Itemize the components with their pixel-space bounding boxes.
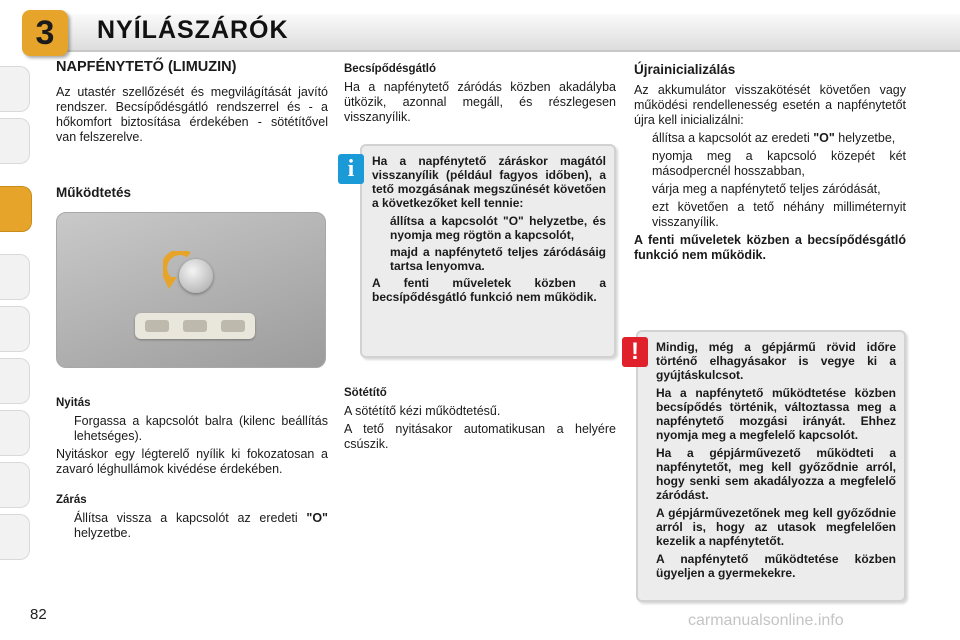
warning-p5: A napfénytető működtetése közben ügyeljen a gyermekekre. [656,552,896,580]
opening-title: Nyitás [56,397,91,409]
reinit-text: Az akkumulátor visszakötését követően vagy működési rendellenesség esetén a napfénytetőt újra kell inicializálni: [634,83,906,127]
info-intro: Ha a napfénytető záráskor magától visszanyílik (például fagyos időben), a tető mozgásának megszűnését követően a következőket kell tennie: [372,154,606,210]
chapter-badge [22,10,68,56]
warning-p1: Mindig, még a gépjármű rövid időre történő elhagyásakor is vegye ki a gyújtáskulcsot. [656,340,896,382]
opening-bullet: Forgassa a kapcsolót balra (kilenc beállítás lehetséges). [74,414,328,443]
ceiling-lamp [135,313,255,339]
operation-title: Működtetés [56,185,132,200]
watermark: carmanualsonline.info [688,612,844,629]
blind-text-2: A tető nyitásakor automatikusan a helyére csúszik. [344,422,616,451]
opening-text: Nyitáskor egy légterelő nyílik ki fokozatosan a zavaró léghullámok kivédése érdekében. [56,447,328,476]
reinit-note: A fenti műveletek közben a becsípődésgátló funkció nem működik. [634,233,906,262]
exclamation-icon: ! [622,337,648,367]
sunroof-knob [179,259,213,293]
side-tab-8[interactable] [0,462,30,508]
side-tab-1[interactable] [0,66,30,112]
side-tab-9[interactable] [0,514,30,560]
section-title: NAPFÉNYTETŐ (LIMUZIN) [56,59,237,75]
warning-p3: Ha a gépjárművezető működteti a napfénytetőt, meg kell győződnie arról, hogy senki sem akadályozza a megfelelő záródást. [656,446,896,502]
side-tab-4[interactable] [0,254,30,300]
page-number: 82 [30,606,47,623]
blind-section [344,386,616,455]
reinit-bullet-1: állítsa a kapcsolót az eredeti "O" helyzetbe, [652,131,896,145]
side-tab-2[interactable] [0,118,30,164]
middle-column [344,62,616,128]
info-box [360,144,616,358]
side-tab-5[interactable] [0,306,30,352]
sunroof-switch-photo [56,212,326,368]
right-column [634,62,906,266]
reinit-bullet-2: nyomja meg a kapcsoló közepét két másodpercnél hosszabban, [652,149,906,178]
reinit-bullet-3: várja meg a napfénytető teljes záródását, [652,182,881,196]
warning-p4: A gépjárművezetőnek meg kell győződnie arról is, hogy az utasok megfelelően kezelik a napfénytetőt. [656,506,896,548]
chapter-number: 3 [35,14,55,52]
intro-text: Az utastér szellőzését és megvilágítását javító rendszer. Becsípődésgátló rendszerrel és - a hőkomfort biztosítása érdekében - sötétítővel van felszerelve. [56,85,328,144]
info-bullet-1: állítsa a kapcsolót "O" helyzetbe, és nyomja meg rögtön a kapcsolót, [390,214,606,242]
side-tab-6[interactable] [0,358,30,404]
page-title: NYÍLÁSZÁRÓK [97,16,289,44]
info-note: A fenti műveletek közben a becsípődésgátló funkció nem működik. [372,276,606,304]
closing-title: Zárás [56,494,87,506]
blind-text-1: A sötétítő kézi működtetésű. [344,404,501,418]
side-tab-7[interactable] [0,410,30,456]
left-column [56,60,328,544]
blind-title: Sötétítő [344,387,387,399]
title-bar [62,14,960,50]
info-icon: i [338,154,364,184]
side-tab-3-active[interactable] [0,186,32,232]
antipinch-text: Ha a napfénytető záródás közben akadályba ütközik, azonnal megáll, és részlegesen visszanyílik. [344,80,616,124]
closing-bullet: Állítsa vissza a kapcsolót az eredeti "O" helyzetbe. [74,511,328,540]
warning-box [636,330,906,602]
warning-p2: Ha a napfénytető működtetése közben becsípődés történik, változtassa meg a napfénytető mozgási irányát. Ehhez nyomja meg a megfelelő kapcsolót. [656,386,896,442]
title-underline [62,50,960,52]
info-bullet-2: majd a napfénytető teljes záródásáig tartsa lenyomva. [390,245,606,273]
antipinch-title: Becsípődésgátló [344,63,437,75]
reinit-title: Újrainicializálás [634,62,736,77]
reinit-bullet-4: ezt követően a tető néhány milliméternyit visszanyílik. [652,200,906,229]
